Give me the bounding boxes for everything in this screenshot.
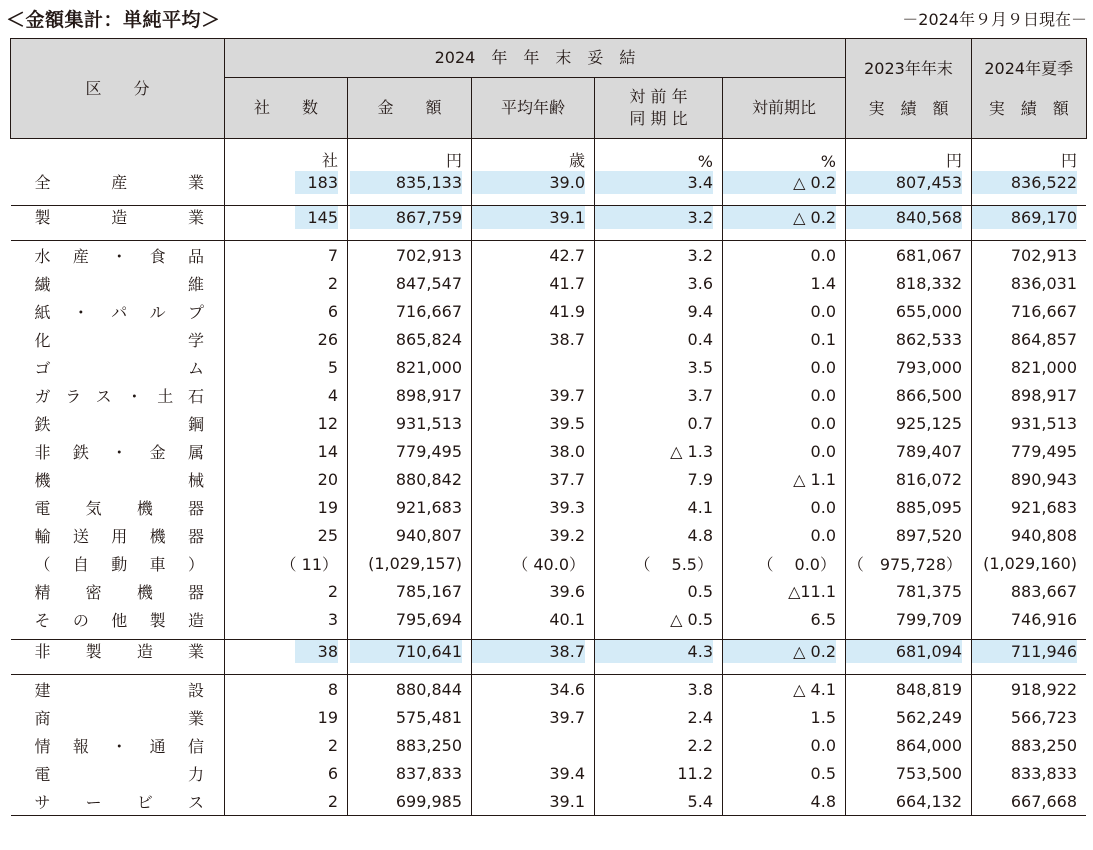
cell-summer: 746,916 (972, 605, 1087, 633)
header-yoy: 対 前 年 同 期 比 (595, 78, 723, 139)
cell-amount: 921,683 (348, 493, 472, 521)
cell-age: 37.7 (472, 465, 595, 493)
header-2023-year-end: 2023年年末 実 績 額 (846, 39, 972, 139)
cell-summer: 918,922 (972, 675, 1087, 704)
cell-summer: 836,522 (972, 171, 1087, 199)
cell-prev: 753,500 (846, 759, 972, 787)
cell-prev: 897,520 (846, 521, 972, 549)
cell-vs: △ 0.2 (723, 206, 846, 235)
cell-vs: 0.0 (723, 381, 846, 409)
cell-yoy: △ 1.3 (595, 437, 723, 465)
cell-yoy: 2.4 (595, 703, 723, 731)
cell-vs: 0.0 (723, 241, 846, 270)
cell-companies: 6 (225, 297, 348, 325)
cell-vs: 0.0 (723, 353, 846, 381)
cell-summer: 864,857 (972, 325, 1087, 353)
cell-amount: 867,759 (348, 206, 472, 235)
cell-companies: 12 (225, 409, 348, 437)
cell-age: （ 40.0） (472, 549, 595, 577)
cell-amount: 847,547 (348, 269, 472, 297)
cell-yoy: 3.2 (595, 206, 723, 235)
cell-amount: 835,133 (348, 171, 472, 199)
unit-summer: 円 (972, 139, 1087, 172)
row-label: 全産業 (34, 173, 204, 192)
cell-amount: 575,481 (348, 703, 472, 731)
row-label: サービス (11, 787, 225, 816)
row-label: 機械 (34, 470, 204, 490)
cell-prev: 781,375 (846, 577, 972, 605)
cell-prev: 681,094 (846, 640, 972, 669)
cell-vs: 0.0 (723, 731, 846, 759)
cell-amount: 821,000 (348, 353, 472, 381)
cell-summer: 921,683 (972, 493, 1087, 521)
cell-companies: 145 (225, 206, 348, 235)
cell-vs: △11.1 (723, 577, 846, 605)
cell-vs: 0.1 (723, 325, 846, 353)
cell-summer: 883,250 (972, 731, 1087, 759)
cell-amount: 785,167 (348, 577, 472, 605)
table-row (11, 241, 1087, 270)
cell-summer: 940,808 (972, 521, 1087, 549)
cell-age (472, 353, 595, 381)
cell-vs: 0.0 (723, 521, 846, 549)
row-label: 建設 (34, 680, 204, 700)
cell-yoy: 3.4 (595, 171, 723, 199)
row-label: 輸送用機器 (34, 526, 204, 546)
header-vs-prev: 対前期比 (723, 78, 846, 139)
cell-vs: △ 1.1 (723, 465, 846, 493)
cell-age: 39.2 (472, 521, 595, 549)
cell-prev: 925,125 (846, 409, 972, 437)
row-label: 非鉄・金属 (34, 442, 204, 462)
row-label: 製造業 (34, 208, 204, 227)
cell-companies: 38 (225, 640, 348, 669)
cell-vs: 1.5 (723, 703, 846, 731)
header-2024-summer: 2024年夏季 実 績 額 (972, 39, 1087, 139)
cell-summer: 667,668 (972, 787, 1087, 816)
cell-companies: 2 (225, 731, 348, 759)
cell-companies: 2 (225, 787, 348, 816)
row-label: 繊維 (34, 274, 204, 294)
units-row (11, 139, 1087, 172)
cell-companies: 6 (225, 759, 348, 787)
row-label: ガラス・土石 (34, 386, 204, 406)
cell-yoy: 5.4 (595, 787, 723, 816)
table-row (11, 493, 1087, 521)
cell-summer: 931,513 (972, 409, 1087, 437)
cell-amount: 779,495 (348, 437, 472, 465)
cell-age: 34.6 (472, 675, 595, 704)
cell-amount: 837,833 (348, 759, 472, 787)
header-companies: 社 数 (225, 78, 348, 139)
header-amount: 金 額 (348, 78, 472, 139)
cell-yoy: 3.7 (595, 381, 723, 409)
cell-vs: 1.4 (723, 269, 846, 297)
table-row (11, 731, 1087, 759)
unit-vs-prev: % (723, 139, 846, 172)
cell-age: 40.1 (472, 605, 595, 633)
cell-age: 39.4 (472, 759, 595, 787)
cell-amount: 702,913 (348, 241, 472, 270)
header-avg-age: 平均年齢 (472, 78, 595, 139)
cell-prev: 799,709 (846, 605, 972, 633)
bonus-summary-table (10, 38, 1087, 816)
unit-age: 歳 (472, 139, 595, 172)
cell-vs: （ 0.0） (723, 549, 846, 577)
cell-companies: 4 (225, 381, 348, 409)
cell-amount: 795,694 (348, 605, 472, 633)
cell-age (472, 731, 595, 759)
cell-companies: 14 (225, 437, 348, 465)
row-label: （自動車） (34, 554, 204, 574)
table-title: ＜金額集計：単純平均＞ (6, 9, 221, 31)
row-label: 電力 (34, 764, 204, 784)
cell-summer: 779,495 (972, 437, 1087, 465)
cell-yoy: 0.4 (595, 325, 723, 353)
table-row (11, 605, 1087, 633)
cell-age: 42.7 (472, 241, 595, 270)
table-row (11, 549, 1087, 577)
cell-prev: 562,249 (846, 703, 972, 731)
header-2024-year-end: 2024 年 年 末 妥 結 (225, 39, 846, 78)
cell-prev: 664,132 (846, 787, 972, 816)
cell-summer: 821,000 (972, 353, 1087, 381)
total-row-non-manufacturing (11, 640, 1087, 669)
table-row (11, 297, 1087, 325)
cell-vs: △ 4.1 (723, 675, 846, 704)
cell-summer: 898,917 (972, 381, 1087, 409)
cell-age: 39.1 (472, 787, 595, 816)
cell-prev: 818,332 (846, 269, 972, 297)
row-label: その他製造 (34, 610, 204, 630)
table-row (11, 787, 1087, 816)
cell-companies: 20 (225, 465, 348, 493)
cell-yoy: 4.3 (595, 640, 723, 669)
cell-vs: 0.0 (723, 493, 846, 521)
cell-prev: 655,000 (846, 297, 972, 325)
cell-summer: 702,913 (972, 241, 1087, 270)
table-row (11, 577, 1087, 605)
cell-amount: 699,985 (348, 787, 472, 816)
cell-companies: 25 (225, 521, 348, 549)
table-row (11, 437, 1087, 465)
cell-companies: 183 (225, 171, 348, 199)
cell-vs: 6.5 (723, 605, 846, 633)
cell-amount: 710,641 (348, 640, 472, 669)
cell-amount: 880,844 (348, 675, 472, 704)
cell-age: 38.0 (472, 437, 595, 465)
cell-age: 41.7 (472, 269, 595, 297)
header-row-1 (11, 39, 1087, 78)
cell-summer: 890,943 (972, 465, 1087, 493)
row-label: 商業 (34, 708, 204, 728)
cell-prev: 864,000 (846, 731, 972, 759)
as-of-date: －2024年９月９日現在－ (902, 10, 1087, 29)
cell-summer: 883,667 (972, 577, 1087, 605)
cell-prev: 789,407 (846, 437, 972, 465)
cell-amount: 940,807 (348, 521, 472, 549)
total-row-manufacturing (11, 206, 1087, 235)
table-row (11, 353, 1087, 381)
row-label: 非製造業 (34, 642, 204, 661)
cell-companies: 26 (225, 325, 348, 353)
cell-prev: 862,533 (846, 325, 972, 353)
cell-age: 39.3 (472, 493, 595, 521)
cell-prev: 848,819 (846, 675, 972, 704)
cell-companies: （ 11） (225, 549, 348, 577)
table-row (11, 409, 1087, 437)
cell-companies: 2 (225, 577, 348, 605)
header-category: 区 分 (11, 39, 225, 139)
cell-yoy: 0.5 (595, 577, 723, 605)
cell-amount: 716,667 (348, 297, 472, 325)
row-label: 電気機器 (34, 498, 204, 518)
cell-companies: 8 (225, 675, 348, 704)
cell-amount: 898,917 (348, 381, 472, 409)
cell-prev: 793,000 (846, 353, 972, 381)
cell-summer: 836,031 (972, 269, 1087, 297)
cell-age: 39.1 (472, 206, 595, 235)
cell-summer: 833,833 (972, 759, 1087, 787)
cell-yoy: △ 0.5 (595, 605, 723, 633)
row-label: 紙・パルプ (34, 302, 204, 322)
cell-vs: 0.0 (723, 297, 846, 325)
table-row (11, 269, 1087, 297)
cell-companies: 2 (225, 269, 348, 297)
cell-age: 39.0 (472, 171, 595, 199)
unit-amount: 円 (348, 139, 472, 172)
cell-yoy: 0.7 (595, 409, 723, 437)
table-row (11, 759, 1087, 787)
cell-companies: 19 (225, 493, 348, 521)
cell-summer: 566,723 (972, 703, 1087, 731)
cell-prev: 885,095 (846, 493, 972, 521)
cell-prev: 807,453 (846, 171, 972, 199)
cell-yoy: 7.9 (595, 465, 723, 493)
unit-companies: 社 (225, 139, 348, 172)
cell-vs: △ 0.2 (723, 171, 846, 199)
cell-amount: 865,824 (348, 325, 472, 353)
cell-yoy: 3.8 (595, 675, 723, 704)
cell-companies: 7 (225, 241, 348, 270)
cell-companies: 19 (225, 703, 348, 731)
unit-yoy: % (595, 139, 723, 172)
cell-prev: 681,067 (846, 241, 972, 270)
cell-prev: 816,072 (846, 465, 972, 493)
table-row (11, 521, 1087, 549)
cell-prev: 866,500 (846, 381, 972, 409)
cell-summer: 711,946 (972, 640, 1087, 669)
cell-summer: (1,029,160) (972, 549, 1087, 577)
cell-age: 38.7 (472, 325, 595, 353)
cell-companies: 5 (225, 353, 348, 381)
cell-summer: 716,667 (972, 297, 1087, 325)
cell-age: 39.7 (472, 703, 595, 731)
row-label: 鉄鋼 (34, 414, 204, 434)
cell-summer: 869,170 (972, 206, 1087, 235)
cell-vs: 0.0 (723, 437, 846, 465)
unit-2023: 円 (846, 139, 972, 172)
cell-vs: 4.8 (723, 787, 846, 816)
cell-amount: 883,250 (348, 731, 472, 759)
cell-amount: (1,029,157) (348, 549, 472, 577)
cell-yoy: 3.5 (595, 353, 723, 381)
cell-companies: 3 (225, 605, 348, 633)
cell-age: 41.9 (472, 297, 595, 325)
cell-age: 38.7 (472, 640, 595, 669)
cell-prev: 840,568 (846, 206, 972, 235)
cell-vs: 0.0 (723, 409, 846, 437)
cell-age: 39.7 (472, 381, 595, 409)
table-row (11, 675, 1087, 704)
cell-age: 39.5 (472, 409, 595, 437)
table-row (11, 381, 1087, 409)
row-label: 水産・食品 (34, 246, 204, 266)
table-row (11, 465, 1087, 493)
cell-yoy: 4.1 (595, 493, 723, 521)
cell-yoy: （ 5.5） (595, 549, 723, 577)
cell-vs: △ 0.2 (723, 640, 846, 669)
cell-amount: 880,842 (348, 465, 472, 493)
row-label: 化学 (34, 330, 204, 350)
cell-prev: （ 975,728） (846, 549, 972, 577)
cell-yoy: 2.2 (595, 731, 723, 759)
row-label: 精密機器 (34, 582, 204, 602)
cell-yoy: 3.6 (595, 269, 723, 297)
total-row-all-industries (11, 171, 1087, 199)
cell-yoy: 4.8 (595, 521, 723, 549)
row-label: 情報・通信 (34, 736, 204, 756)
cell-yoy: 9.4 (595, 297, 723, 325)
table-row (11, 325, 1087, 353)
cell-yoy: 3.2 (595, 241, 723, 270)
table-row (11, 703, 1087, 731)
cell-age: 39.6 (472, 577, 595, 605)
row-label: ゴム (34, 358, 204, 378)
cell-yoy: 11.2 (595, 759, 723, 787)
cell-amount: 931,513 (348, 409, 472, 437)
cell-vs: 0.5 (723, 759, 846, 787)
